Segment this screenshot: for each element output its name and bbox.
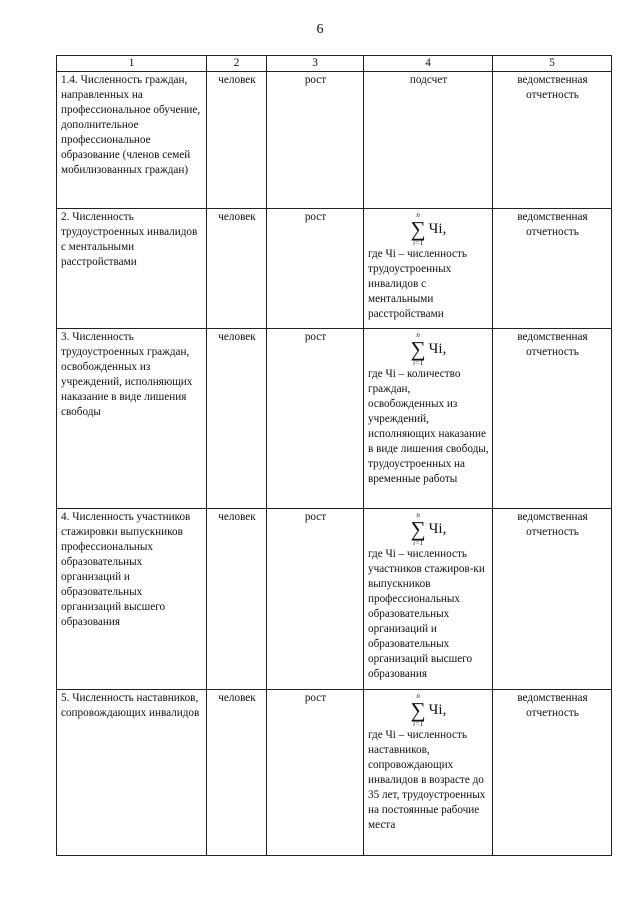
table-header-row [57,56,612,72]
sigma-icon: ∑ [410,217,426,241]
indicator-cell: 1.4. Численность граждан, направленных на профессиональное обучение, дополнительное профессиональное образование (членов семей мобилизованных граждан) [57,72,207,209]
method-cell [364,690,493,856]
column-header: 4 [364,56,493,72]
unit-cell: человек [207,690,267,856]
sum-upper-limit: n [416,692,420,700]
sum-formula [368,512,489,547]
page-number: 6 [316,22,324,37]
sum-lower-limit: i=1 [413,359,424,367]
trend-cell: рост [267,72,364,209]
sigma-icon: ∑ [410,517,426,541]
table-row [57,690,612,856]
source-cell: ведомственная отчетность [493,509,612,690]
sigma-block [411,512,426,547]
source-cell: ведомственная отчетность [493,690,612,856]
indicator-cell: 4. Численность участников стажировки выпускников профессиональных образовательных организаций и образовательных организаций высшего образования [57,509,207,690]
indicator-cell: 2. Численность трудоустроенных инвалидов с ментальными расстройствами [57,209,207,329]
sum-term: Чi, [428,521,447,537]
column-header: 1 [57,56,207,72]
source-cell: ведомственная отчетность [493,72,612,209]
sigma-block [411,332,426,367]
formula-description: где Чi – количество граждан, освобожденных из учреждений, исполняющих наказание в виде лишения свободы, трудоустроенных на временные работы [368,368,489,485]
column-header: 2 [207,56,267,72]
unit-cell: человек [207,329,267,509]
sum-term: Чi, [428,341,447,357]
table-row [57,329,612,509]
sum-upper-limit: n [416,511,420,519]
trend-cell: рост [267,690,364,856]
trend-cell: рост [267,329,364,509]
sum-upper-limit: n [416,211,420,219]
column-header: 5 [493,56,612,72]
formula-description: где Чi – численность трудоустроенных инвалидов с ментальными расстройствами [368,248,467,320]
indicator-cell: 5. Численность наставников, сопровождающих инвалидов [57,690,207,856]
method-cell [364,209,493,329]
trend-cell: рост [267,509,364,690]
source-cell: ведомственная отчетность [493,209,612,329]
table-row [57,209,612,329]
method-cell [364,329,493,509]
unit-cell: человек [207,72,267,209]
column-header: 3 [267,56,364,72]
sigma-block [411,212,426,247]
sigma-icon: ∑ [410,337,426,361]
sum-formula [368,332,489,367]
unit-cell: человек [207,209,267,329]
indicator-cell: 3. Численность трудоустроенных граждан, освобожденных из учреждений, исполняющих наказание в виде лишения свободы [57,329,207,509]
table-row [57,72,612,209]
formula-description: где Чi – численность наставников, сопровождающих инвалидов в возрасте до 35 лет, трудоустроенных на постоянные рабочие места [368,729,486,831]
sum-lower-limit: i=1 [413,720,424,728]
table-row [57,509,612,690]
sigma-block [411,693,426,728]
trend-cell: рост [267,209,364,329]
method-cell: подсчет [364,72,493,209]
sum-term: Чi, [428,221,447,237]
sigma-icon: ∑ [410,698,426,722]
formula-description: где Чi – численность участников стажиров-ки выпускников профессиональных образовательных организаций и образовательных организаций высшего образования [368,548,485,680]
sum-lower-limit: i=1 [413,539,424,547]
indicators-table [56,55,612,856]
sum-term: Чi, [428,702,447,718]
source-cell: ведомственная отчетность [493,329,612,509]
sum-lower-limit: i=1 [413,239,424,247]
unit-cell: человек [207,509,267,690]
sum-formula [368,212,489,247]
sum-upper-limit: n [416,331,420,339]
sum-formula [368,693,489,728]
method-cell [364,509,493,690]
